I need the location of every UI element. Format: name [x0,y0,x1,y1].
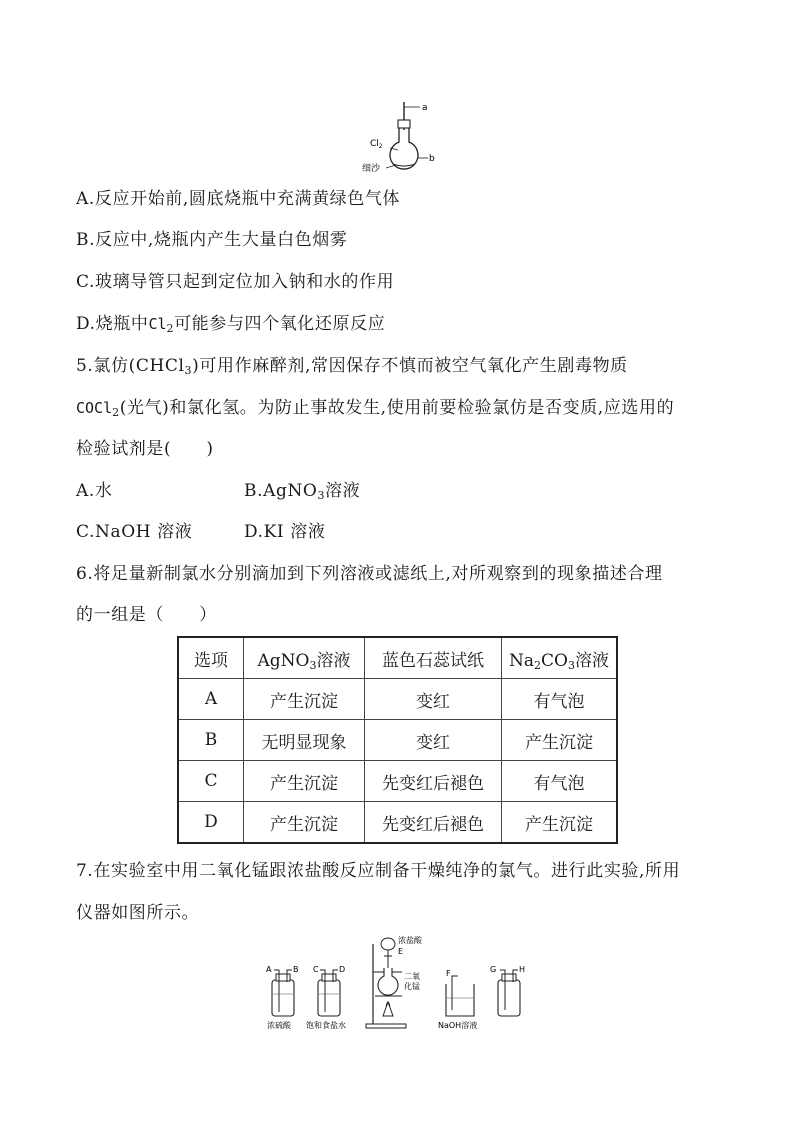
beaker-naoh [438,969,477,1030]
table-header-row [178,637,617,679]
table-row: B 无明显现象 变红 产生沉淀 [178,720,617,761]
q5-option-c: C.NaOH 溶液 [76,522,193,542]
q4-option-d: D.烧瓶中$Cl_2$可能参与四个氧化还原反应 [76,314,386,335]
label-b: b [429,154,435,164]
table-row: D 产生沉淀 先变红后褪色 产生沉淀 [178,802,617,844]
flask-figure [360,98,440,174]
label-conc-hcl: 浓盐酸 [398,936,422,945]
q6-options-table [177,636,618,844]
q5-stem-line2: COCl$_2$(光气)和氯化氢。为防止事故发生,使用前要检验氯仿是否变质,应选用的 [76,398,675,419]
label-conc-h2so4: 浓硫酸 [267,1021,291,1030]
header-na2co3: $Na_2CO_3$溶液 [502,637,618,679]
svg-text:E: E [398,947,404,956]
q5-stem-line3: 检验试剂是( ) [76,439,214,459]
q4-option-c: C.玻璃导管只起到定位加入钠和水的作用 [76,272,395,292]
label-mno2-line2: 化锰 [404,982,420,991]
q4-option-b: B.反应中,烧瓶内产生大量白色烟雾 [76,230,348,250]
svg-text:Cl2: $Cl_2$ [370,139,383,150]
table-row: A 产生沉淀 变红 有气泡 [178,679,617,720]
q7-stem-line1: 7.在实验室中用二氧化锰跟浓盐酸反应制备干燥纯净的氯气。进行此实验,所用 [76,861,681,881]
bottle-saturated-brine [306,965,346,1030]
header-agno3: AgNO$_3$溶液 [244,637,365,679]
q7-stem-line2: 仪器如图所示。 [76,903,200,923]
svg-text:H: H [519,965,526,974]
label-saturated-brine: 饱和食盐水 [306,1021,346,1030]
table-row: C 产生沉淀 先变红后褪色 有气泡 [178,761,617,802]
label-naoh: NaOH溶液 [438,1021,478,1030]
q5-stem-line1: 5.氯仿(CHCl$_3$)可用作麻醉剂,常因保存不慎而被空气氧化产生剧毒物质 [76,356,628,377]
q5-option-b: B.AgNO$_3$溶液 [244,481,361,502]
bottle-conc-sulfuric-acid [266,965,299,1030]
svg-text:C: C [313,965,319,974]
svg-text:A: A [266,965,272,974]
svg-text:D: D [339,965,346,974]
bottle-collection [490,965,525,1016]
svg-text:F: F [446,969,451,978]
q4-option-a: A.反应开始前,圆底烧瓶中充满黄绿色气体 [76,189,401,209]
label-mno2-line1: 二氧 [404,972,420,981]
header-option: 选项 [178,637,244,679]
header-litmus: 蓝色石蕊试纸 [365,637,502,679]
q6-stem-line2: 的一组是（ ） [76,605,217,625]
svg-text:B: B [293,965,299,974]
label-fine-sand: 细沙 [362,164,381,174]
label-cl2: Cl [370,139,379,149]
q6-stem-line1: 6.将足量新制氯水分别滴加到下列溶液或滤纸上,对所观察到的现象描述合理 [76,564,663,584]
q5-option-d: D.KI 溶液 [244,522,326,542]
apparatus-figure [262,932,538,1032]
label-a: a [422,103,428,113]
q5-option-a: A.水 [76,481,113,501]
svg-text:G: G [490,965,497,974]
chlorine-generator [366,935,423,1028]
